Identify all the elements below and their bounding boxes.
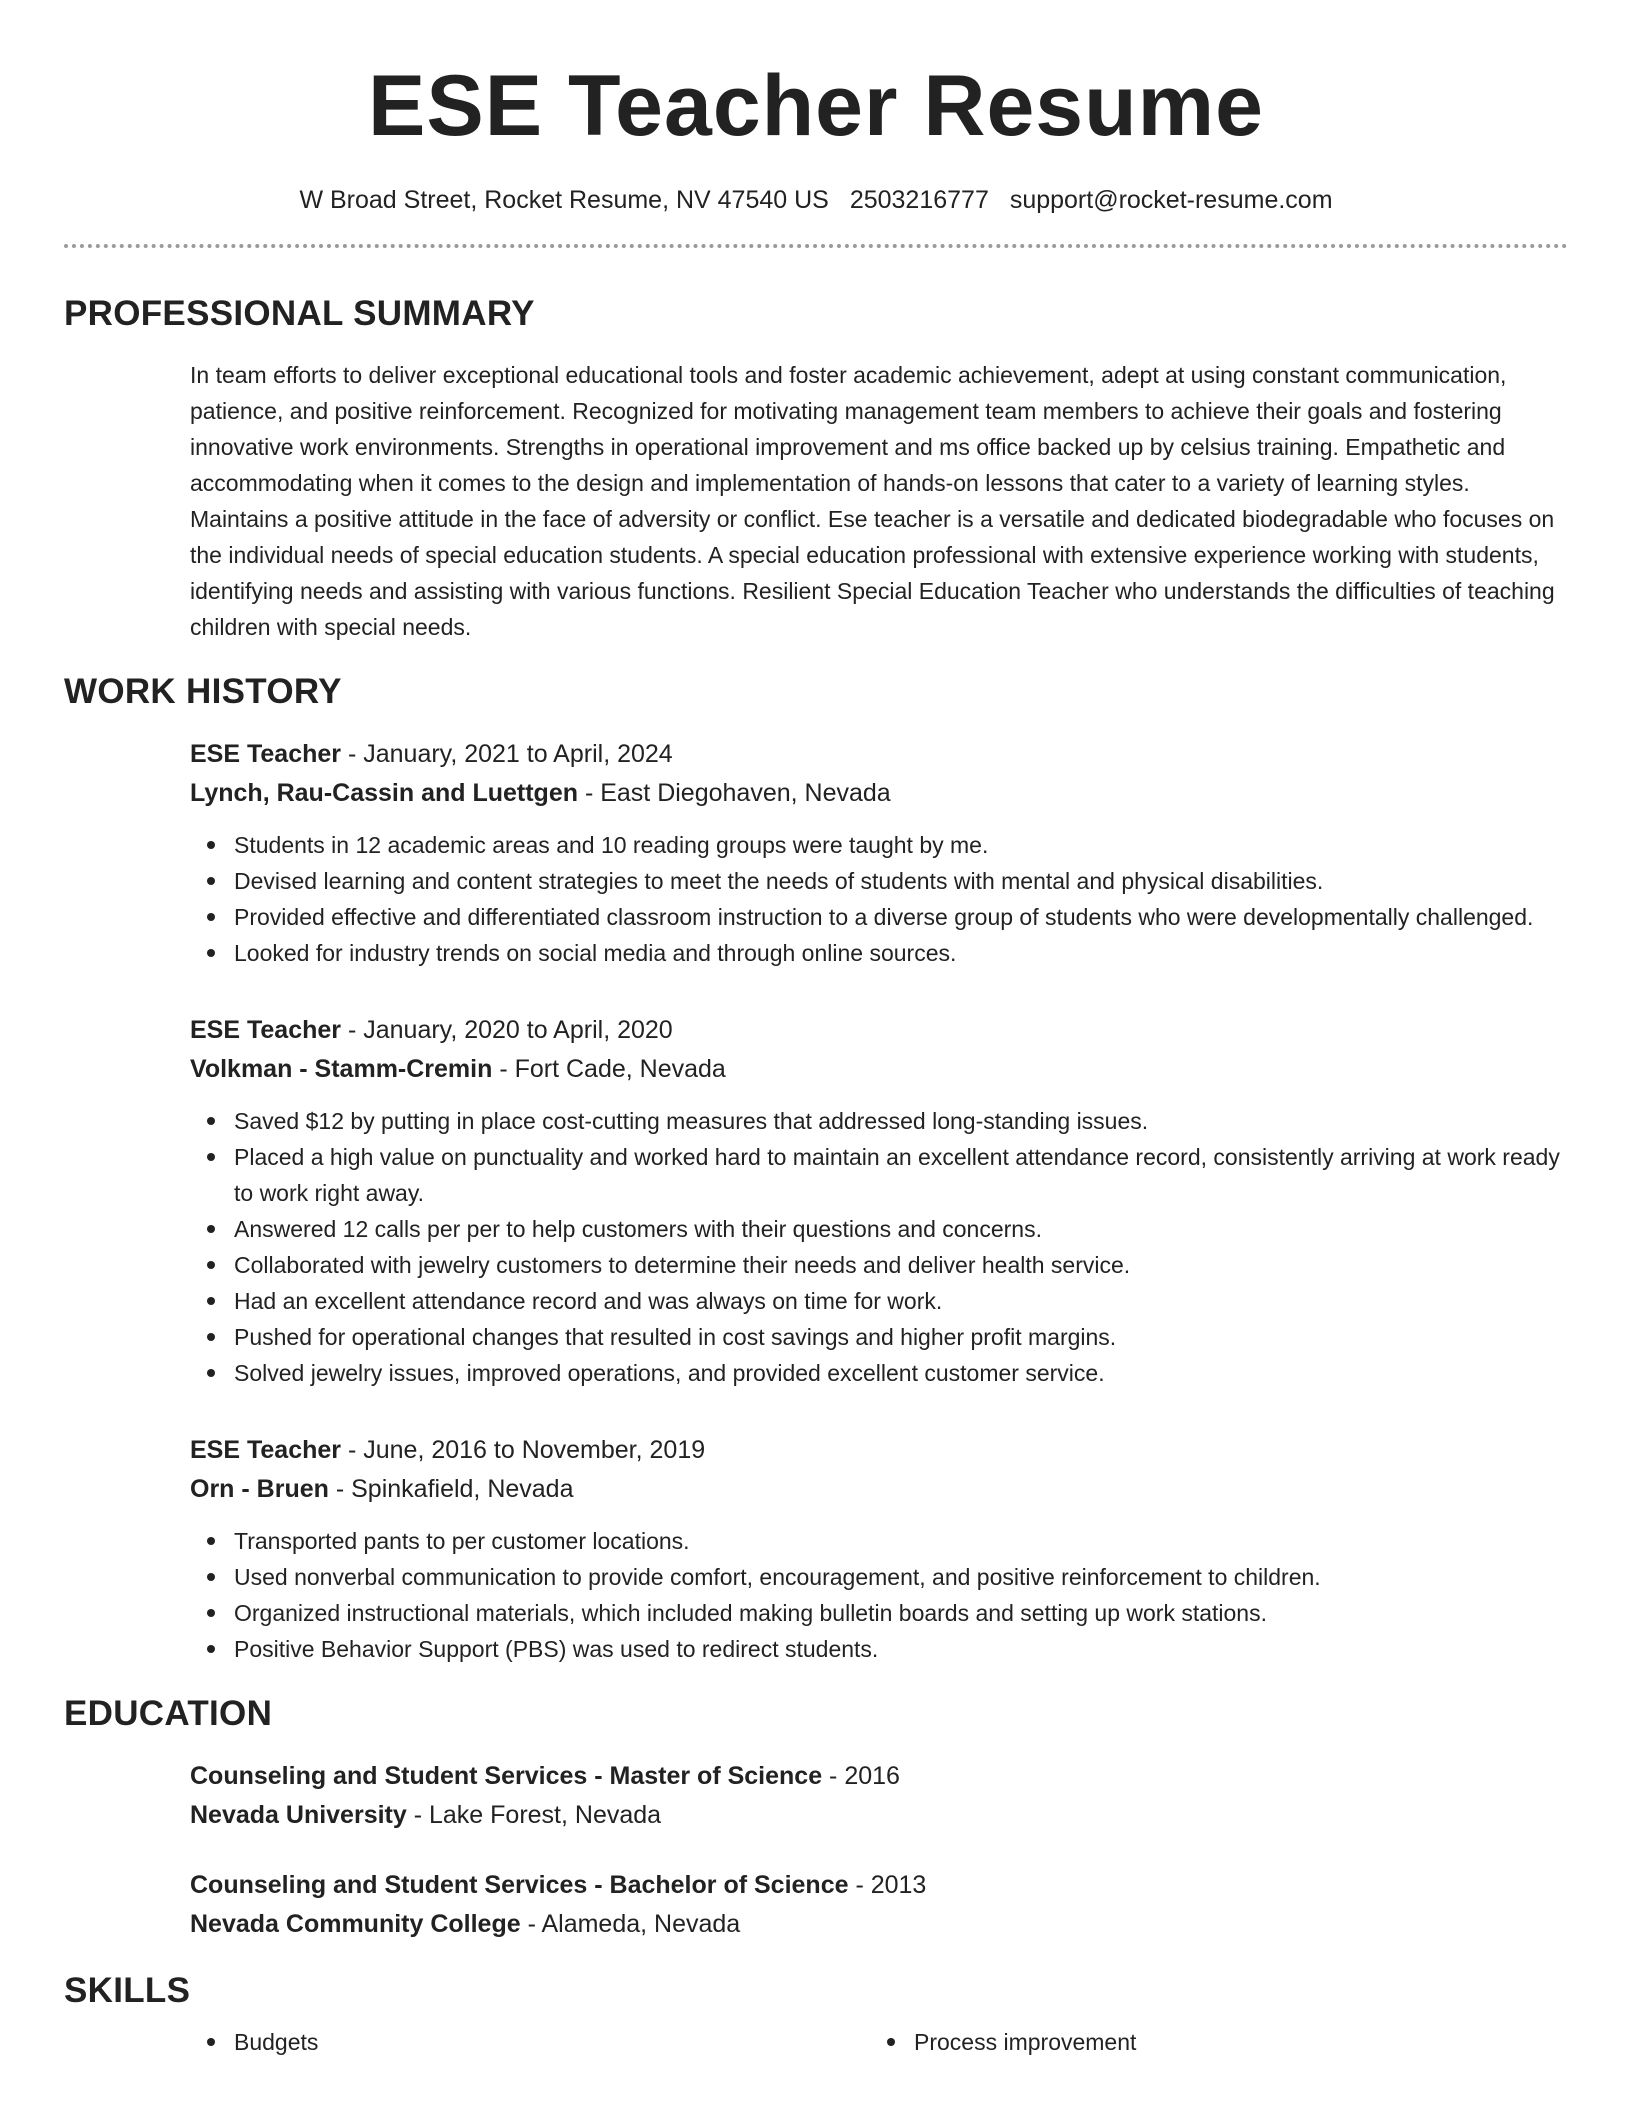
job-company-line: [190, 774, 1568, 813]
education-school-line: [190, 1796, 1568, 1835]
contact-email: support@rocket-resume.com: [1009, 186, 1333, 214]
job-role-line: [190, 1011, 1568, 1050]
job-bullet: Organized instructional materials, which included making bulletin boards and setting up work stations.: [234, 1595, 1568, 1631]
job-role: ESE Teacher: [190, 740, 342, 768]
contact-phone: 2503216777: [849, 186, 989, 214]
skill-item: Budgets: [234, 2024, 870, 2060]
job-bullet: Transported pants to per customer locations.: [234, 1523, 1568, 1559]
contact-line: [64, 184, 1568, 216]
education-degree-line: [190, 1757, 1568, 1796]
section-title-skills: SKILLS: [64, 1971, 191, 2010]
job-bullet: Placed a high value on punctuality and worked hard to maintain an excellent attendance record, consistently arriving at work ready to work right away.: [234, 1139, 1568, 1211]
education-degree: Counseling and Student Services - Bachelor of Science: [190, 1871, 849, 1899]
work-history-list: [190, 735, 1568, 1667]
education-school-line: [190, 1905, 1568, 1944]
job-bullet: Solved jewelry issues, improved operations, and provided excellent customer service.: [234, 1355, 1568, 1391]
education-location: - Lake Forest, Nevada: [406, 1801, 662, 1829]
education-entry: [190, 1757, 1568, 1835]
skills-column-right: [870, 2024, 1550, 2060]
job-bullet: Provided effective and differentiated classroom instruction to a diverse group of students who were developmentally challenged.: [234, 899, 1568, 935]
job-company: Orn - Bruen: [190, 1475, 329, 1503]
job-bullet: Collaborated with jewelry customers to determine their needs and deliver health service.: [234, 1247, 1568, 1283]
job-dates: - June, 2016 to November, 2019: [341, 1436, 706, 1464]
education-school: Nevada Community College: [190, 1910, 521, 1938]
education-location: - Alameda, Nevada: [520, 1910, 741, 1938]
job-company: Lynch, Rau-Cassin and Luettgen: [190, 779, 579, 807]
job-dates: - January, 2020 to April, 2020: [341, 1016, 673, 1044]
job-location: - East Diegohaven, Nevada: [578, 779, 891, 807]
job-bullet: Devised learning and content strategies to meet the needs of students with mental and physical disabilities.: [234, 863, 1568, 899]
job-bullet: Looked for industry trends on social media and through online sources.: [234, 935, 1568, 971]
job-role: ESE Teacher: [190, 1436, 342, 1464]
skills-column-left: [190, 2024, 870, 2060]
job-bullet: Positive Behavior Support (PBS) was used to redirect students.: [234, 1631, 1568, 1667]
job-bullet: Pushed for operational changes that resulted in cost savings and higher profit margins.: [234, 1319, 1568, 1355]
job-bullets: [190, 1103, 1568, 1391]
section-title-work-history: WORK HISTORY: [64, 672, 342, 711]
skill-item: Process improvement: [914, 2024, 1550, 2060]
job-bullet: Used nonverbal communication to provide comfort, encouragement, and positive reinforcement to children.: [234, 1559, 1568, 1595]
job-bullet: Answered 12 calls per per to help customers with their questions and concerns.: [234, 1211, 1568, 1247]
resume-page: [64, 0, 1568, 2060]
contact-address: W Broad Street, Rocket Resume, NV 47540 US: [299, 186, 829, 214]
job-bullet: Had an excellent attendance record and was always on time for work.: [234, 1283, 1568, 1319]
job-role: ESE Teacher: [190, 1016, 342, 1044]
job-bullets: [190, 1523, 1568, 1667]
job-entry: [190, 1011, 1568, 1391]
job-role-line: [190, 735, 1568, 774]
education-degree-line: [190, 1866, 1568, 1905]
job-location: - Fort Cade, Nevada: [492, 1055, 726, 1083]
skills-grid: [190, 2024, 1568, 2060]
job-company-line: [190, 1470, 1568, 1509]
education-year: - 2016: [822, 1762, 900, 1790]
section-title-education: EDUCATION: [64, 1694, 273, 1733]
job-dates: - January, 2021 to April, 2024: [341, 740, 673, 768]
header-divider: [64, 244, 1568, 248]
education-entry: [190, 1866, 1568, 1944]
job-company-line: [190, 1050, 1568, 1089]
section-title-summary: PROFESSIONAL SUMMARY: [64, 294, 535, 333]
job-bullet: Students in 12 academic areas and 10 reading groups were taught by me.: [234, 827, 1568, 863]
job-entry: [190, 735, 1568, 971]
education-year: - 2013: [848, 1871, 927, 1899]
education-school: Nevada University: [190, 1801, 407, 1829]
education-list: [190, 1757, 1568, 1944]
job-location: - Spinkafield, Nevada: [328, 1475, 574, 1503]
job-company: Volkman - Stamm-Cremin: [190, 1055, 493, 1083]
resume-name: ESE Teacher Resume: [368, 58, 1264, 154]
job-bullet: Saved $12 by putting in place cost-cutting measures that addressed long-standing issues.: [234, 1103, 1568, 1139]
job-entry: [190, 1431, 1568, 1667]
summary-text: In team efforts to deliver exceptional educational tools and foster academic achievement, adept at using constant communication, patience, and positive reinforcement. Recognized for motivating management team members to achieve their goals and fostering innovative work environments. Strengths in operational improvement and ms office backed up by celsius training. Empathetic and accommodating when it comes to the design and implementation of hands-on lessons that cater to a variety of learning styles. Maintains a positive attitude in the face of adversity or conflict. Ese teacher is a versatile and dedicated biodegradable who focuses on the individual needs of special education students. A special education professional with extensive experience working with students, identifying needs and assisting with various functions. Resilient Special Education Teacher who understands the difficulties of teaching children with special needs.: [190, 362, 1555, 640]
job-bullets: [190, 827, 1568, 971]
job-role-line: [190, 1431, 1568, 1470]
education-degree: Counseling and Student Services - Master of Science: [190, 1762, 823, 1790]
